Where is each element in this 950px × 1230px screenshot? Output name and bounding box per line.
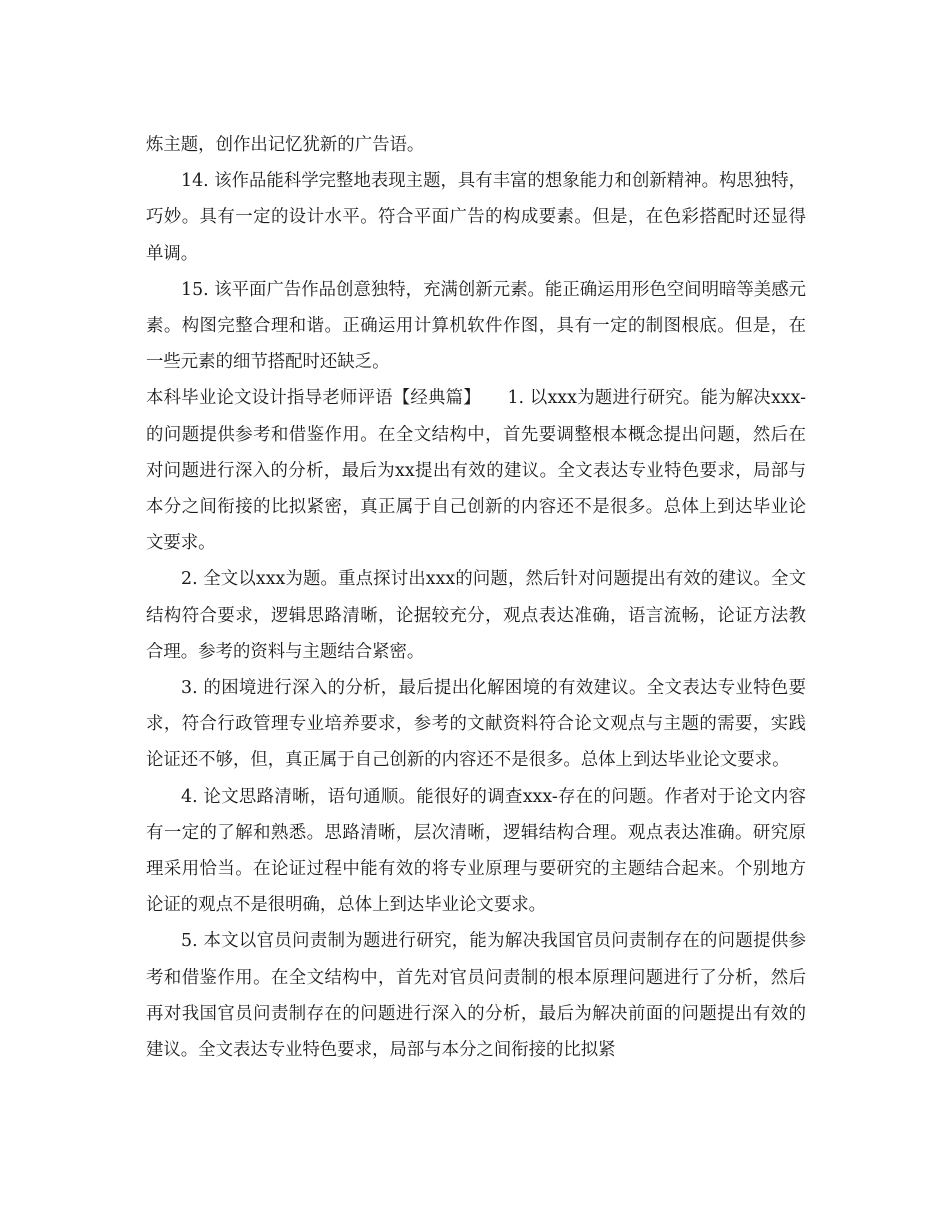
paragraph-comment-15: 15. 该平面广告作品创意独特，充满创新元素。能正确运用形色空间明暗等美感元素。构图完整合理和谐。正确运用计算机软件作图，具有一定的制图根底。但是，在一些元素的细节搭配时还缺乏。 <box>146 279 806 373</box>
paragraph-comment-2: 2. 全文以xxx为题。重点探讨出xxx的问题，然后针对问题提出有效的建议。全文结构符合要求，逻辑思路清晰，论据较充分，观点表达准确，语言流畅，论证方法教合理。参考的资料与主题结合紧密。 <box>146 569 806 662</box>
paragraph-comment-3: 3. 的困境进行深入的分析，最后提出化解困境的有效建议。全文表达专业特色要求，符合行政管理专业培养要求，参考的文献资料符合论文观点与主题的需要，实践论证还不够，但，真正属于自己创新的内容还不是很多。总体上到达毕业论文要求。 <box>146 678 806 771</box>
paragraph-comment-14: 14. 该作品能科学完整地表现主题，具有丰富的想象能力和创新精神。构思独特，巧妙。具有一定的设计水平。符合平面广告的构成要素。但是，在色彩搭配时还显得单调。 <box>146 171 806 264</box>
document-page <box>146 127 806 1068</box>
paragraph-comment-4: 4. 论文思路清晰，语句通顺。能很好的调查xxx-存在的问题。作者对于论文内容有一定的了解和熟悉。思路清晰，层次清晰，逻辑结构合理。观点表达准确。研究原理采用恰当。在论证过程中能有效的将专业原理与要研究的主题结合起来。个别地方论证的观点不是很明确，总体上到达毕业论文要求。 <box>146 786 806 916</box>
paragraph-comment-5: 5. 本文以官员问责制为题进行研究，能为解决我国官员问责制存在的问题提供参考和借鉴作用。在全文结构中，首先对官员问责制的根本原理问题进行了分析，然后再对我国官员问责制存在的问题进行深入的分析，最后为解决前面的问题提出有效的建议。全文表达专业特色要求，局部与本分之间衔接的比拟紧 <box>146 931 806 1061</box>
paragraph-section-heading-comment-1: 本科毕业论文设计指导老师评语【经典篇】 1. 以xxx为题进行研究。能为解决xxx-的问题提供参考和借鉴作用。在全文结构中，首先要调整根本概念提出问题，然后在对问题进行深入的分析，最后为xx提出有效的建议。全文表达专业特色要求，局部与本分之间衔接的比拟紧密，真正属于自己创新的内容还不是很多。总体上到达毕业论文要求。 <box>146 388 806 554</box>
paragraph-intro-continuation: 炼主题，创作出记忆犹新的广告语。 <box>146 135 425 155</box>
